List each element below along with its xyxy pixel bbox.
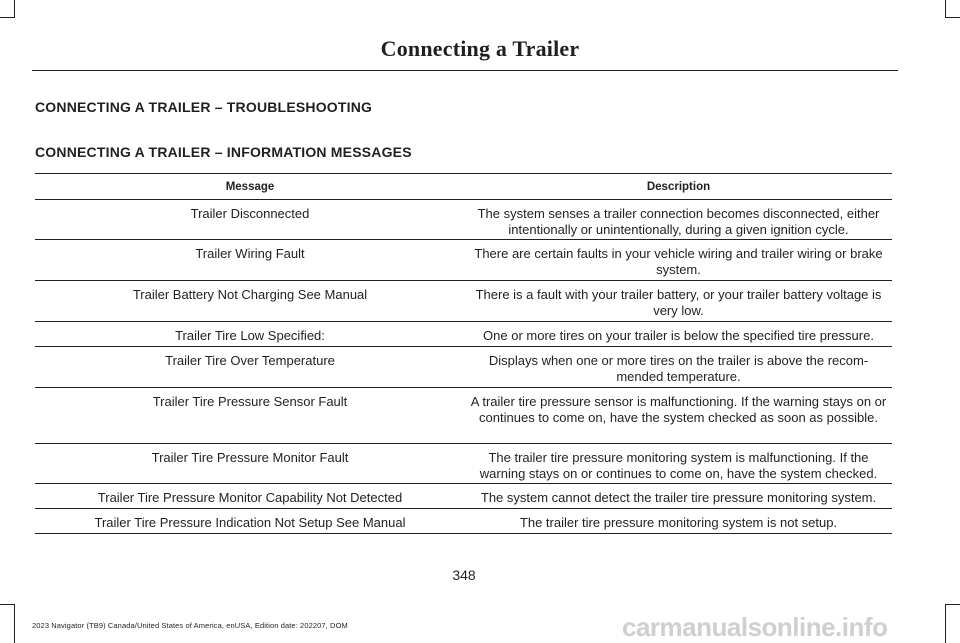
crop-mark (14, 0, 15, 18)
table-row (35, 388, 892, 444)
table-title: CONNECTING A TRAILER – INFORMATION MESSAGES (35, 144, 412, 160)
table-row (35, 281, 892, 322)
crop-mark (0, 604, 15, 605)
column-header-message: Message (35, 174, 465, 200)
information-messages-table (35, 173, 892, 534)
table-row (35, 444, 892, 484)
crop-mark (945, 604, 960, 605)
crop-mark (0, 17, 15, 18)
message-cell: Trailer Tire Pressure Indication Not Setup See Manual (35, 509, 465, 534)
description-cell: The trailer tire pressure monitoring system is malfunctioning. If the warning stays on or continues to come on, have the system checked. (465, 444, 892, 484)
crop-mark (945, 17, 960, 18)
table-row (35, 484, 892, 509)
table-row (35, 509, 892, 534)
description-cell: There is a fault with your trailer battery, or your trailer battery voltage is very low. (465, 281, 892, 322)
description-cell: One or more tires on your trailer is below the specified tire pressure. (465, 322, 892, 347)
description-cell: The system cannot detect the trailer tire pressure monitoring system. (465, 484, 892, 509)
crop-mark (945, 0, 946, 18)
crop-mark (945, 605, 946, 643)
watermark: carmanualsonline.info (622, 612, 888, 642)
column-header-description: Description (465, 174, 892, 200)
message-cell: Trailer Tire Pressure Monitor Fault (35, 444, 465, 484)
table-row (35, 322, 892, 347)
crop-mark (14, 605, 15, 643)
description-cell: A trailer tire pressure sensor is malfunctioning. If the warning stays on or continues to come on, have the system checked as soon as possible. (465, 388, 892, 444)
message-cell: Trailer Tire Over Temperature (35, 347, 465, 388)
description-cell: Displays when one or more tires on the trailer is above the recom- mended temperature. (465, 347, 892, 388)
table-row (35, 347, 892, 388)
message-cell: Trailer Tire Low Specified: (35, 322, 465, 347)
description-cell: There are certain faults in your vehicle wiring and trailer wiring or brake system. (465, 240, 892, 281)
page-number: 348 (452, 567, 476, 583)
table-row (35, 200, 892, 240)
message-cell: Trailer Tire Pressure Sensor Fault (35, 388, 465, 444)
table-header-row (35, 174, 892, 200)
message-cell: Trailer Disconnected (35, 200, 465, 240)
footer-edition-info: 2023 Navigator (TB9) Canada/United States of America, enUSA, Edition date: 202207, DOM (32, 621, 348, 630)
section-title: CONNECTING A TRAILER – TROUBLESHOOTING (35, 99, 373, 115)
description-cell: The trailer tire pressure monitoring system is not setup. (465, 509, 892, 534)
header-rule (32, 70, 898, 71)
message-cell: Trailer Tire Pressure Monitor Capability Not Detected (35, 484, 465, 509)
message-cell: Trailer Wiring Fault (35, 240, 465, 281)
table-row (35, 240, 892, 281)
message-cell: Trailer Battery Not Charging See Manual (35, 281, 465, 322)
page-title: Connecting a Trailer (380, 36, 580, 61)
description-cell: The system senses a trailer connection becomes disconnected, either intentionally or unintentionally, during a given ignition cycle. (465, 200, 892, 240)
